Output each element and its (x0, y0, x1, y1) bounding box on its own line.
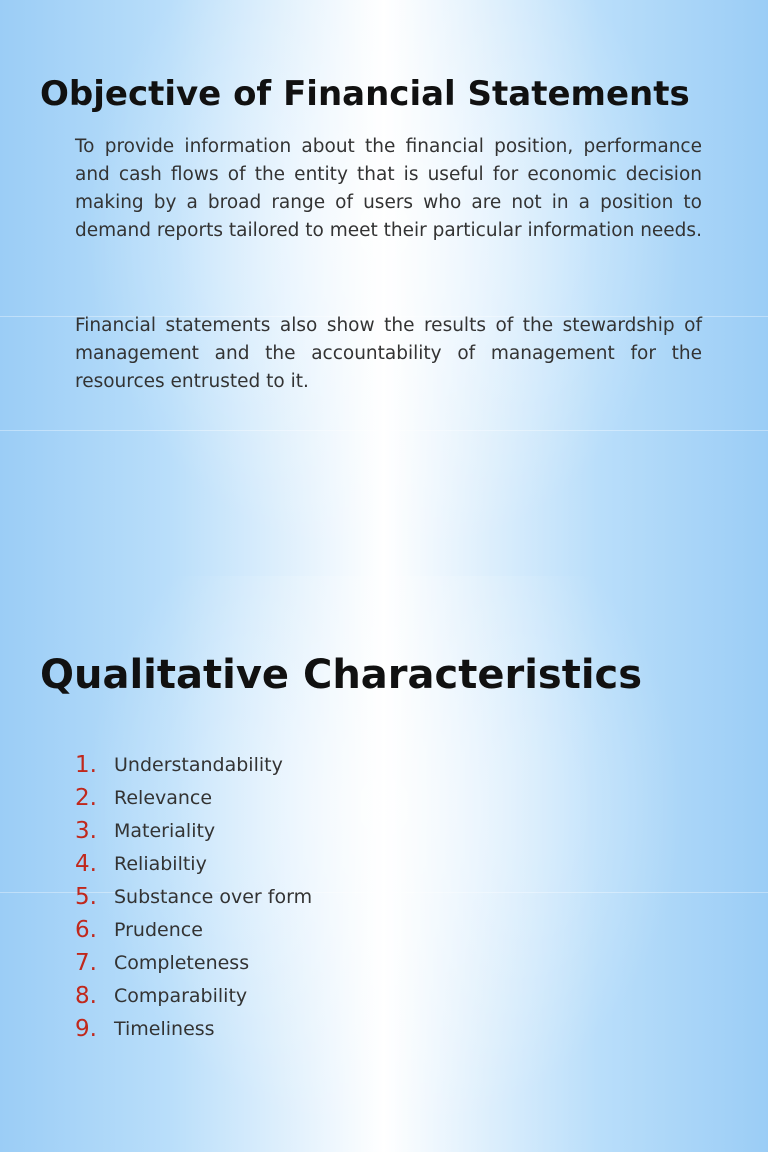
list-number: 6. (75, 916, 97, 943)
list-item (75, 880, 312, 913)
characteristics-list (75, 748, 312, 1045)
list-number: 4. (75, 850, 97, 877)
list-label: Substance over form (114, 885, 313, 908)
list-label: Reliabiltiy (114, 852, 207, 875)
list-label: Timeliness (114, 1017, 215, 1040)
list-number: 8. (75, 982, 97, 1009)
list-item (75, 847, 312, 880)
list-label: Prudence (114, 918, 203, 941)
list-number: 1. (75, 751, 97, 778)
list-label: Materiality (114, 819, 216, 842)
paragraph-objective: To provide information about the financial position, performance and cash flows of the entity that is useful for economic decision making by a broad range of users who are not in a position to demand reports tailored to meet their particular information needs. (75, 136, 702, 241)
slide-qualitative-characteristics (0, 576, 768, 1152)
list-label: Comparability (114, 984, 248, 1007)
slide-title: Qualitative Characteristics (40, 652, 643, 698)
list-number: 2. (75, 784, 97, 811)
list-item (75, 979, 312, 1012)
list-label: Understandability (114, 753, 283, 776)
list-number: 9. (75, 1015, 97, 1042)
list-label: Completeness (114, 951, 250, 974)
list-item (75, 748, 312, 781)
slide-title: Objective of Financial Statements (40, 74, 690, 114)
list-item (75, 946, 312, 979)
list-item (75, 913, 312, 946)
list-number: 5. (75, 883, 97, 910)
list-label: Relevance (114, 786, 213, 809)
list-number: 3. (75, 817, 97, 844)
list-item (75, 814, 312, 847)
background-band (0, 430, 768, 431)
list-number: 7. (75, 949, 97, 976)
list-item (75, 781, 312, 814)
paragraph-stewardship: Financial statements also show the results of the stewardship of management and the accountability of management for the resources entrusted to it. (75, 315, 702, 392)
list-item (75, 1012, 312, 1045)
